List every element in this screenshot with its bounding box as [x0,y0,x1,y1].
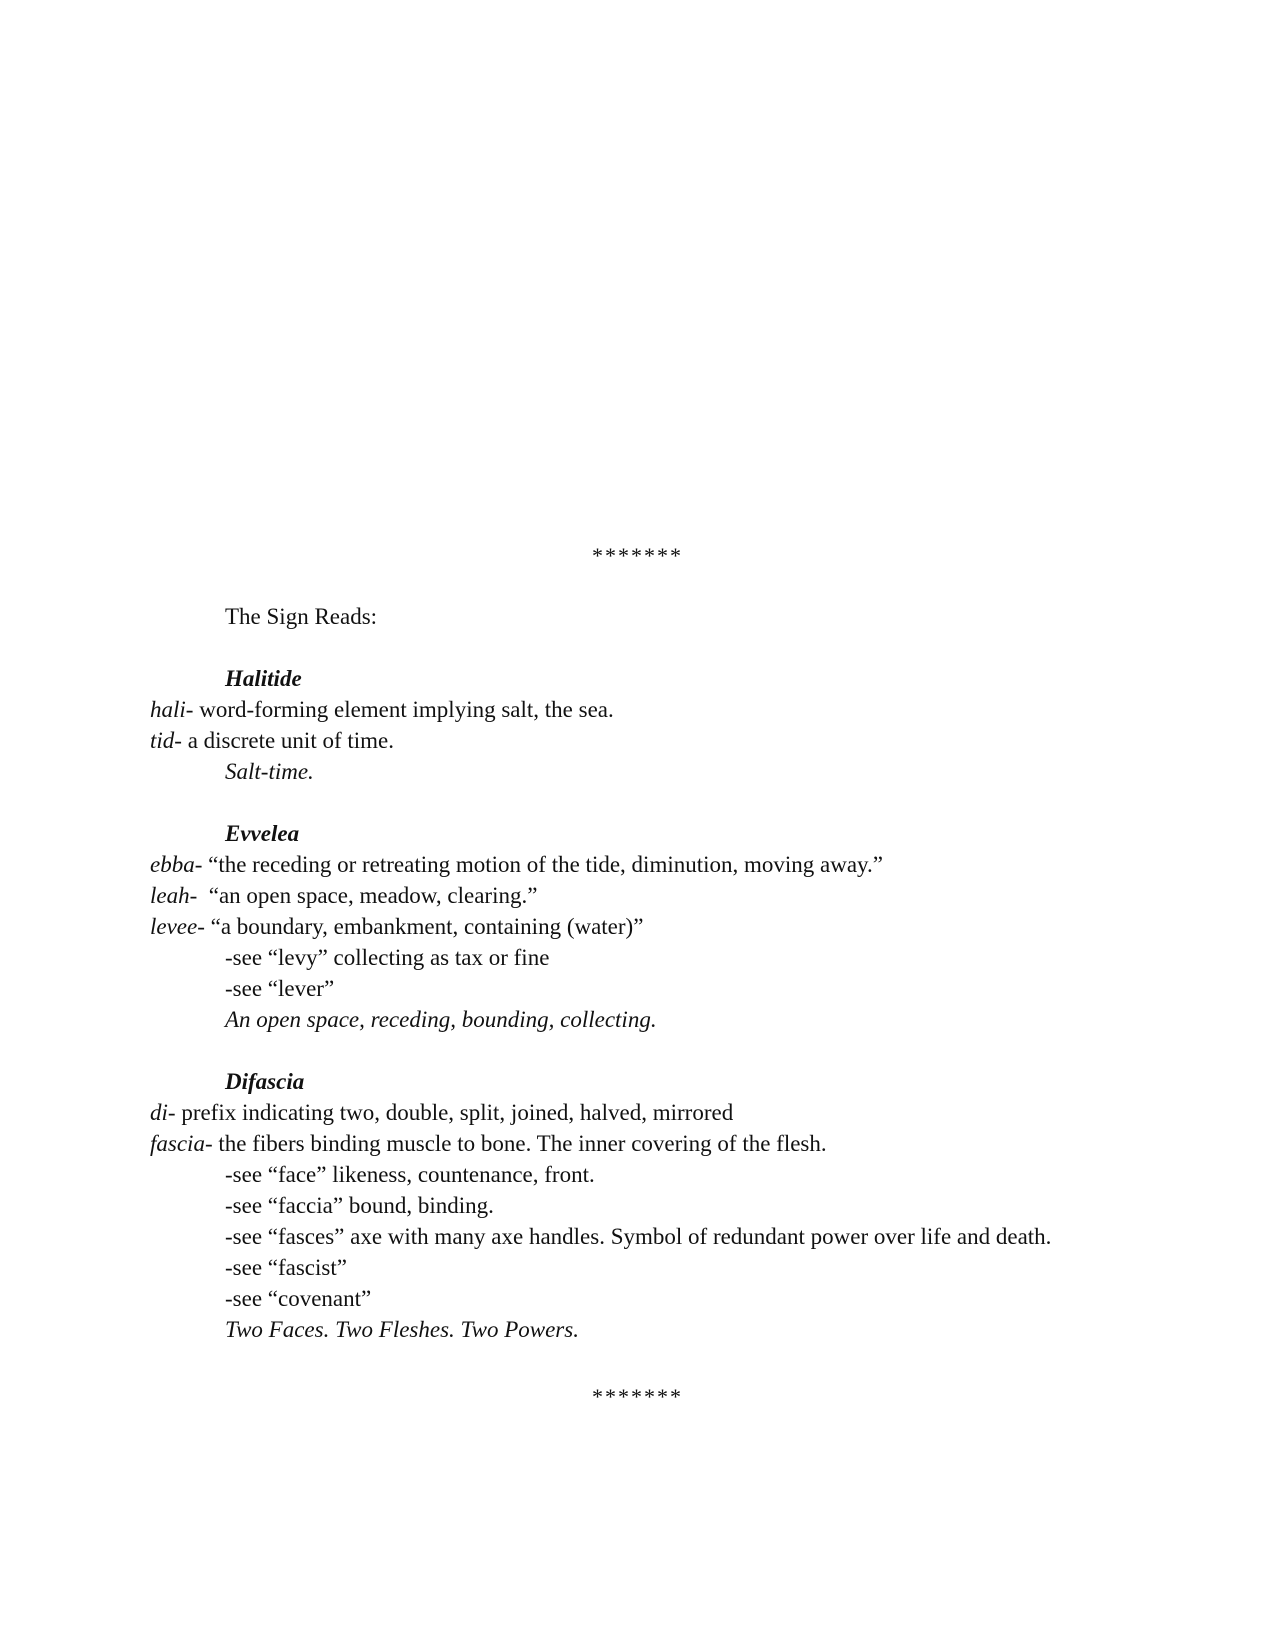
section-summary-halitide: Salt-time. [225,759,314,784]
entry-term: hali- [150,697,194,722]
separator-top: ******* [592,543,683,568]
separator-bottom: ******* [592,1384,683,1409]
section-summary-evvelea: An open space, receding, bounding, collecting. [225,1007,657,1032]
entry-definition: a discrete unit of time. [181,728,394,753]
section-heading-evvelea: Evvelea [225,821,300,846]
entry-di [150,1098,733,1128]
entry-ebba [150,850,883,880]
see-also-faccia: -see “faccia” bound, binding. [225,1193,494,1218]
see-also-fascist: -see “fascist” [225,1255,347,1280]
see-also-lever: -see “lever” [225,976,335,1001]
entry-term: fascia- [150,1131,213,1156]
entry-leah [150,881,537,911]
see-also-covenant: -see “covenant” [225,1286,372,1311]
section-summary-difascia: Two Faces. Two Fleshes. Two Powers. [225,1317,579,1342]
see-also-face: -see “face” likeness, countenance, front. [225,1162,595,1187]
entry-definition: word-forming element implying salt, the sea. [193,697,614,722]
entry-levee [150,912,643,942]
entry-fascia [150,1129,827,1159]
see-also-levy: -see “levy” collecting as tax or fine [225,945,550,970]
entry-definition: the fibers binding muscle to bone. The inner covering of the flesh. [212,1131,827,1156]
entry-term: levee- [150,914,205,939]
entry-term: ebba- [150,852,203,877]
intro-text: The Sign Reads: [225,604,378,629]
section-heading-halitide: Halitide [225,666,302,691]
entry-term: di- [150,1100,176,1125]
entry-definition: prefix indicating two, double, split, joined, halved, mirrored [175,1100,734,1125]
entry-definition: “a boundary, embankment, containing (water)” [204,914,644,939]
section-heading-difascia: Difascia [225,1069,305,1094]
entry-term: leah- [150,883,198,908]
entry-hali [150,695,614,725]
entry-definition: “an open space, meadow, clearing.” [197,883,538,908]
entry-definition: “the receding or retreating motion of the tide, diminution, moving away.” [202,852,884,877]
see-also-fasces: -see “fasces” axe with many axe handles. Symbol of redundant power over life and death. [225,1224,1052,1249]
entry-tid [150,726,394,756]
entry-term: tid- [150,728,182,753]
